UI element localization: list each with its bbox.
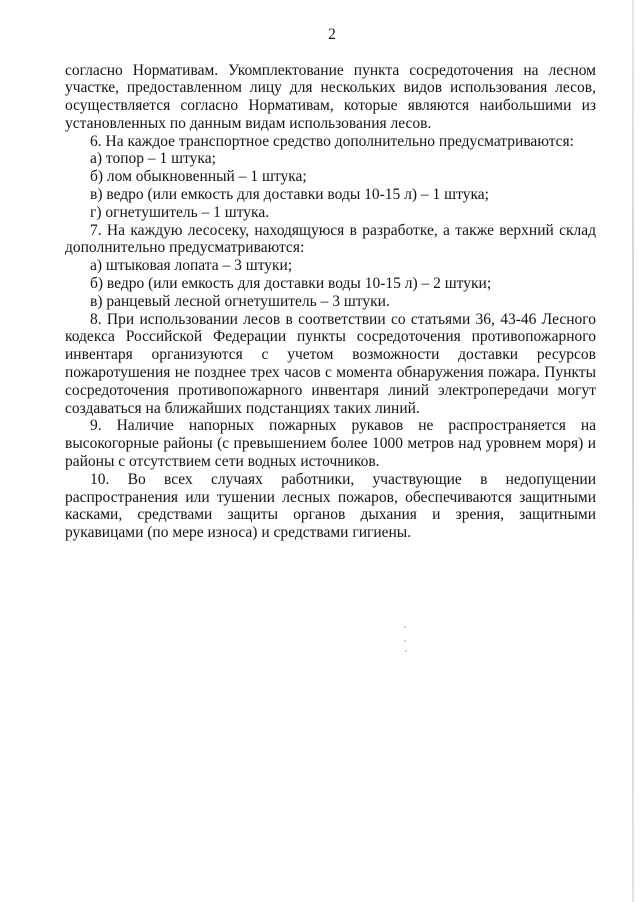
list-item-7b: б) ведро (или емкость для доставки воды 10-15 л) – 2 штуки; [90, 275, 492, 293]
paragraph-item-10: 10. Во всех случаях работники, участвующие в недопущении распространения или тушении лесных пожаров, обеспечиваются защитными касками, средствами защиты органов дыхания и зрения, защитными рукавицами (по мере износа) и средствами гигиены. [65, 470, 596, 542]
paragraph-item-9: 9. Наличие напорных пожарных рукавов не распространяется на высокогорные районы (с превышением более 1000 метров над уровнем моря) и районы с отсутствием сети водных источников. [65, 417, 596, 471]
page-number: 2 [328, 26, 336, 43]
document-body [65, 62, 596, 543]
scan-speck [404, 626, 406, 628]
list-item-6b: б) лом обыкновенный – 1 штука; [90, 168, 307, 186]
scan-speck [404, 640, 406, 642]
list-item-6c: в) ведро (или емкость для доставки воды 10-15 л) – 1 штука; [90, 186, 489, 204]
list-item-7a: а) штыковая лопата – 3 штуки; [90, 257, 293, 275]
list-item-6a: а) топор – 1 штука; [90, 150, 216, 168]
paragraph-item-7: 7. На каждую лесосеку, находящуюся в разработке, а также верхний склад дополнительно предусматриваются: [65, 221, 596, 257]
paragraph-item-8: 8. При использовании лесов в соответствии со статьями 36, 43-46 Лесного кодекса Российской Федерации пункты сосредоточения противопожарного инвентаря организуются с учетом возможности доставки ресурсов пожаротушения не позднее трех часов с момента обнаружения пожара. Пункты сосредоточения противопожарного инвентаря линий электропередачи могут создаваться на ближайших подстанциях таких линий. [65, 310, 596, 417]
scan-edge-shadow [632, 0, 634, 902]
scan-speck [405, 650, 407, 652]
list-item-7c: в) ранцевый лесной огнетушитель – 3 штуки. [90, 292, 390, 310]
paragraph-item-6: 6. На каждое транспортное средство дополнительно предусматриваются: [90, 132, 574, 150]
list-item-6d: г) огнетушитель – 1 штука. [90, 203, 270, 221]
paragraph-continuation: согласно Нормативам. Укомплектование пункта сосредоточения на лесном участке, предоставленном лицу для нескольких видов использования лесов, осуществляется согласно Нормативам, которые являются наибольшими из установленных по данным видам использования лесов. [65, 61, 596, 132]
